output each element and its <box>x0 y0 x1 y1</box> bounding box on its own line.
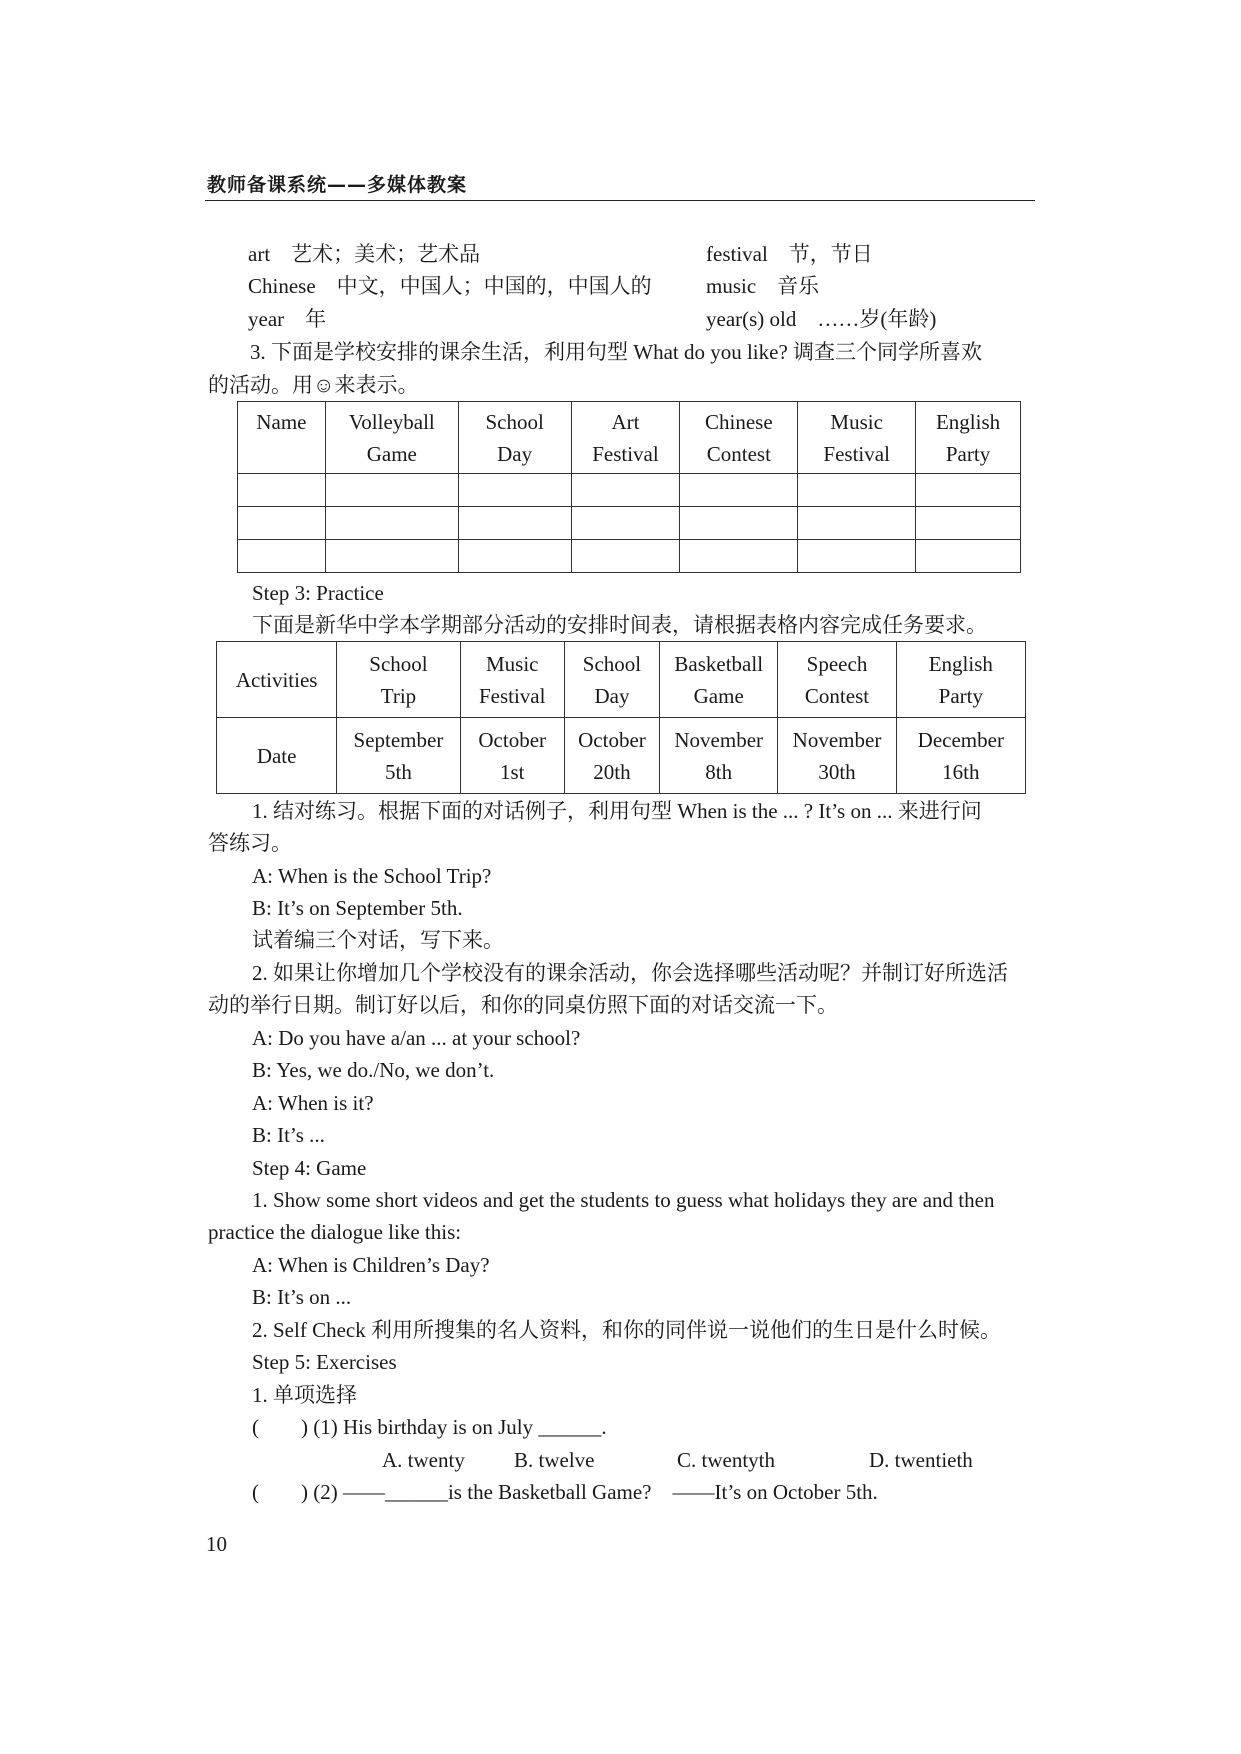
cell-line: Festival <box>478 683 546 708</box>
cell-line: Game <box>693 683 744 708</box>
page-header <box>205 168 1035 201</box>
activity-cell <box>337 642 460 718</box>
cell-line: November <box>674 727 764 752</box>
practice1-task: 试着编三个对话，写下来。 <box>252 928 504 952</box>
activity-cell <box>460 642 564 718</box>
date-cell <box>564 718 659 794</box>
survey-header <box>916 402 1021 474</box>
cell-line: Speech <box>806 651 868 676</box>
step4-line2: practice the dialogue like this: <box>208 1220 462 1244</box>
option: D. twentieth <box>869 1448 973 1472</box>
blank-cell[interactable] <box>571 507 680 540</box>
step4-line1: 1. Show some short videos and get the students to guess what holidays they are and then <box>252 1188 995 1212</box>
header-line: Music <box>830 409 883 434</box>
cell-line: 1st <box>499 759 525 784</box>
vocab-right: festival 节，节日 <box>706 242 873 266</box>
date-cell <box>778 718 896 794</box>
dialogue-line: A: When is the School Trip? <box>252 864 492 888</box>
blank-cell[interactable] <box>798 507 916 540</box>
header-title: 教师备课系统——多媒体教案 <box>207 174 468 196</box>
activity-cell <box>896 642 1025 718</box>
cell-line: September <box>353 727 444 752</box>
cell-line: 16th <box>942 759 980 784</box>
cell-line: 20th <box>593 759 631 784</box>
header-line: Party <box>945 441 991 466</box>
header-line: Art <box>611 409 640 434</box>
survey-header <box>458 402 571 474</box>
cell-line: English <box>928 651 993 676</box>
blank-cell[interactable] <box>571 540 680 573</box>
activity-cell <box>778 642 896 718</box>
cell-line: School <box>369 651 428 676</box>
header-line: Game <box>366 441 417 466</box>
survey-header <box>571 402 680 474</box>
dialogue-line: B: Yes, we do./No, we don’t. <box>252 1058 495 1082</box>
blank-cell[interactable] <box>325 474 458 507</box>
blank-cell[interactable] <box>458 507 571 540</box>
vocab-left: year 年 <box>248 307 327 331</box>
blank-cell[interactable] <box>916 540 1021 573</box>
cell-line: Day <box>594 683 630 708</box>
header-line: Chinese <box>705 409 773 434</box>
blank-cell[interactable] <box>916 474 1021 507</box>
vocab-right: year(s) old ……岁(年龄) <box>706 307 937 331</box>
step3-title: Step 3: Practice <box>252 581 384 605</box>
cell-line: Contest <box>804 683 870 708</box>
header-line: Day <box>497 441 533 466</box>
dialogue-line: A: When is it? <box>252 1091 374 1115</box>
header-line: School <box>485 409 544 434</box>
task3-line2: 的活动。用☺来表示。 <box>208 373 419 397</box>
dialogue-line: A: Do you have a/an ... at your school? <box>252 1026 581 1050</box>
blank-cell[interactable] <box>458 540 571 573</box>
date-cell <box>660 718 778 794</box>
cell-line: Party <box>938 683 983 708</box>
header-line: English <box>935 409 1001 434</box>
survey-header <box>325 402 458 474</box>
cell-line: November <box>792 727 882 752</box>
blank-cell[interactable] <box>325 507 458 540</box>
step3-intro: 下面是新华中学本学期部分活动的安排时间表，请根据表格内容完成任务要求。 <box>252 613 987 637</box>
blank-cell[interactable] <box>571 474 680 507</box>
blank-cell[interactable] <box>238 474 326 507</box>
vocab-right: music 音乐 <box>706 274 820 298</box>
task3-line1: 3. 下面是学校安排的课余生活，利用句型 What do you like? 调查三个同学所喜欢 <box>250 340 983 364</box>
cell-line: October <box>478 727 547 752</box>
practice1-line1: 1. 结对练习。根据下面的对话例子，利用句型 When is the ... ? It’s on ... 来进行问 <box>252 799 982 823</box>
header-line: Name <box>256 410 307 434</box>
survey-header <box>680 402 798 474</box>
header-line: Festival <box>592 441 659 466</box>
cell-line: 5th <box>385 759 412 784</box>
blank-cell[interactable] <box>916 507 1021 540</box>
schedule-table <box>216 641 1026 794</box>
page-number: 10 <box>206 1532 227 1556</box>
date-cell <box>460 718 564 794</box>
cell-line: Basketball <box>674 651 764 676</box>
date-cell <box>896 718 1025 794</box>
vocab-left: art 艺术；美术；艺术品 <box>248 242 481 266</box>
header-line: Contest <box>706 441 771 466</box>
blank-cell[interactable] <box>238 507 326 540</box>
cell-line: October <box>578 727 646 752</box>
survey-blank-row <box>238 507 1021 540</box>
dialogue-line: B: It’s on September 5th. <box>252 896 463 920</box>
dialogue-line: A: When is Children’s Day? <box>252 1253 490 1277</box>
step4-title: Step 4: Game <box>252 1156 367 1180</box>
blank-cell[interactable] <box>680 474 798 507</box>
blank-cell[interactable] <box>238 540 326 573</box>
blank-cell[interactable] <box>798 540 916 573</box>
cell-line: Trip <box>380 683 417 708</box>
survey-header <box>238 402 326 474</box>
step5-sub: 1. 单项选择 <box>252 1383 357 1407</box>
cell-line: Music <box>485 651 539 676</box>
vocab-left: Chinese 中文，中国人；中国的，中国人的 <box>248 274 652 298</box>
step5-title: Step 5: Exercises <box>252 1350 397 1374</box>
dialogue-line: B: It’s on ... <box>252 1285 352 1309</box>
question-2: ( ) (2) ——______is the Basketball Game? ——It’s on October 5th. <box>252 1480 878 1504</box>
date-cell <box>337 718 460 794</box>
practice1-line2: 答练习。 <box>208 831 292 855</box>
self-check: 2. Self Check 利用所搜集的名人资料，和你的同伴说一说他们的生日是什么时候。 <box>252 1318 1001 1342</box>
activity-cell <box>660 642 778 718</box>
practice2-line1: 2. 如果让你增加几个学校没有的课余活动，你会选择哪些活动呢？并制订好所选活 <box>252 961 1008 985</box>
blank-cell[interactable] <box>798 474 916 507</box>
question-1: ( ) (1) His birthday is on July ______. <box>252 1415 607 1439</box>
survey-blank-row <box>238 474 1021 507</box>
practice2-line2: 动的举行日期。制订好以后，和你的同桌仿照下面的对话交流一下。 <box>208 993 838 1017</box>
cell-line: December <box>917 727 1004 752</box>
option: C. twentyth <box>677 1448 775 1472</box>
activity-cell <box>564 642 659 718</box>
cell-line: 8th <box>705 759 733 784</box>
row-label: Date <box>217 718 337 794</box>
header-line: Festival <box>823 441 890 466</box>
blank-cell[interactable] <box>458 474 571 507</box>
blank-cell[interactable] <box>680 540 798 573</box>
survey-header <box>798 402 916 474</box>
blank-cell[interactable] <box>325 540 458 573</box>
cell-line: 30th <box>818 759 856 784</box>
row-label: Activities <box>217 642 337 718</box>
blank-cell[interactable] <box>680 507 798 540</box>
survey-table <box>237 401 1021 573</box>
dialogue-line: B: It’s ... <box>252 1123 325 1147</box>
option: A. twenty <box>382 1448 465 1472</box>
survey-blank-row <box>238 540 1021 573</box>
header-line: Volleyball <box>348 409 435 434</box>
option: B. twelve <box>514 1448 595 1472</box>
cell-line: School <box>582 651 642 676</box>
